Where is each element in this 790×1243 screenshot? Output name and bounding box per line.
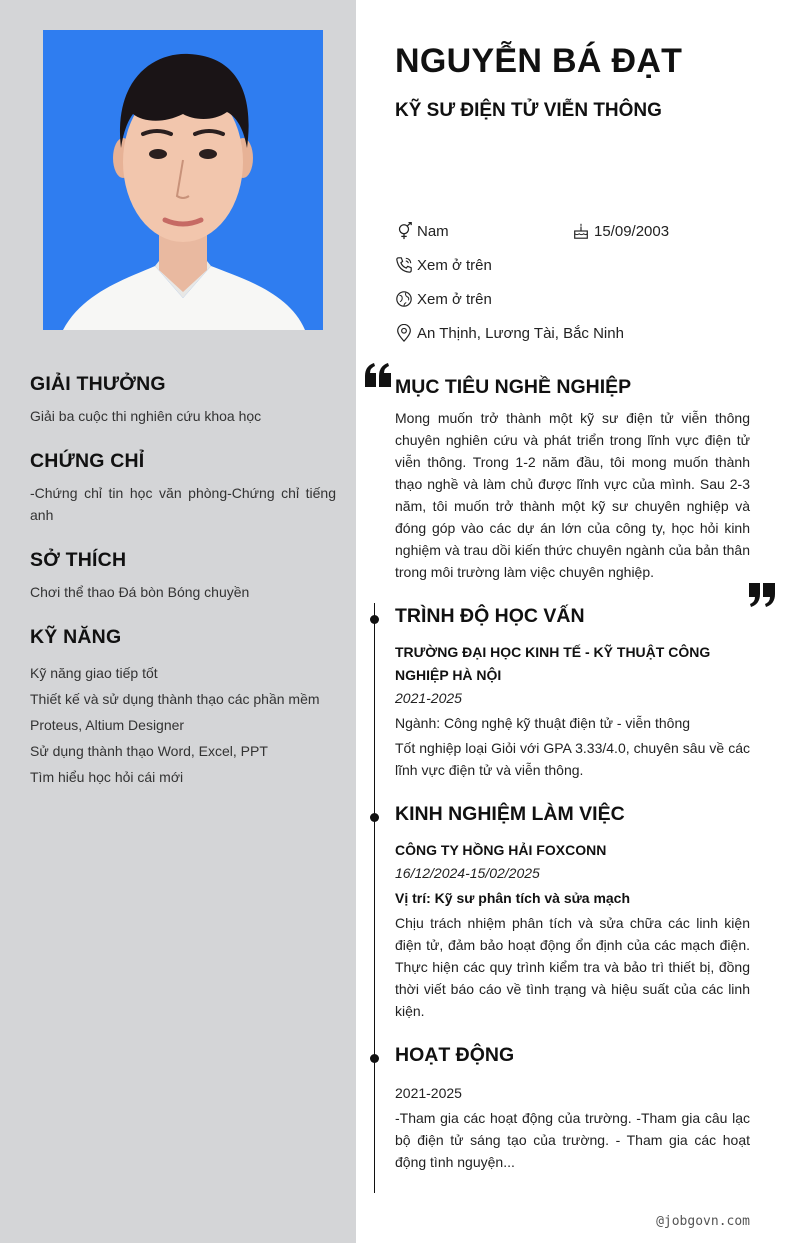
timeline-dot [370, 615, 379, 624]
skill-item: Kỹ năng giao tiếp tốt [30, 665, 158, 681]
job-title: KỸ SƯ ĐIỆN TỬ VIỄN THÔNG [395, 100, 662, 121]
education-heading: TRÌNH ĐỘ HỌC VẤN [395, 605, 585, 627]
education-school: TRƯỜNG ĐẠI HỌC KINH TẾ - KỸ THUẬT CÔNG NGHIỆP HÀ NỘI [395, 644, 711, 683]
skill-item: Tìm hiểu học hỏi cái mới [30, 769, 184, 785]
awards-heading: GIẢI THƯỞNG [30, 373, 166, 395]
objective-text: Mong muốn trở thành một kỹ sư điện tử viễn thông chuyên nghiên cứu và phát triển trong lĩnh vực điện tử viễn thông. Trong 1-2 năm đầu, tôi mong muốn thành thạo nghề và làm chủ được lĩnh vực của mình. Sau 2-3 năm, tôi muốn trở thành một kỹ sư chuyên nghiệp và đóng góp vào các dự án lớn của công ty, học hỏi kinh nghiệm và trau dồi kiến thức chuyên ngành của bản thân trong môi trường làm việc chuyên nghiệp. [395, 410, 750, 580]
watermark: @jobgovn.com [656, 1214, 750, 1229]
sidebar [0, 0, 356, 1243]
hobbies-text: Chơi thể thao Đá bòn Bóng chuyền [30, 584, 250, 600]
activities-detail: -Tham gia các hoạt động của trường. -Tham gia câu lạc bộ điện tử sáng tạo của trường. - Tham gia các hoạt động tình nguyện... [395, 1110, 750, 1170]
skills-list [30, 660, 336, 790]
quote-open-icon [364, 362, 392, 388]
phone-info [395, 256, 492, 274]
experience-role: Vị trí: Kỹ sư phân tích và sửa mạch [395, 890, 631, 906]
gender-icon [395, 222, 413, 240]
timeline-dot [370, 1054, 379, 1063]
skills-heading: KỸ NĂNG [30, 626, 122, 648]
profile-photo [43, 30, 323, 330]
activities-heading: HOẠT ĐỘNG [395, 1044, 515, 1066]
education-period: 2021-2025 [395, 690, 462, 706]
gender-value: Nam [417, 222, 449, 240]
certificates-section [30, 450, 336, 526]
objective-heading: MỤC TIÊU NGHỀ NGHIỆP [395, 376, 632, 398]
skills-section [30, 626, 336, 790]
timeline-dot [370, 813, 379, 822]
quote-close-icon [748, 582, 776, 608]
portrait-illustration [43, 30, 323, 330]
experience-heading: KINH NGHIỆM LÀM VIỆC [395, 803, 625, 825]
hobbies-heading: SỞ THÍCH [30, 549, 127, 571]
phone-value: Xem ở trên [417, 256, 492, 274]
certificates-text: -Chứng chỉ tin học văn phòng-Chứng chỉ tiếng anh [30, 485, 336, 523]
address-value: An Thịnh, Lương Tài, Bắc Ninh [417, 324, 624, 342]
experience-period: 16/12/2024-15/02/2025 [395, 865, 540, 881]
phone-icon [395, 256, 413, 274]
experience-company: CÔNG TY HỒNG HẢI FOXCONN [395, 842, 607, 858]
education-major: Ngành: Công nghệ kỹ thuật điện tử - viễn thông [395, 715, 691, 731]
awards-text: Giải ba cuộc thi nghiên cứu khoa học [30, 408, 262, 424]
education-detail: Tốt nghiệp loại Giỏi với GPA 3.33/4.0, chuyên sâu về các lĩnh vực điện tử và viễn thông. [395, 740, 750, 778]
candidate-name: NGUYỄN BÁ ĐẠT [395, 42, 683, 80]
birthdate-value: 15/09/2003 [594, 222, 670, 240]
cake-icon [572, 222, 590, 240]
certificates-heading: CHỨNG CHỈ [30, 450, 145, 472]
activities-period: 2021-2025 [395, 1085, 462, 1101]
skill-item: Thiết kế và sử dụng thành thạo các phần mềm [30, 691, 320, 707]
main-column [356, 0, 790, 1243]
globe-icon [395, 290, 413, 308]
skill-item: Sử dụng thành thạo Word, Excel, PPT [30, 743, 268, 759]
hobbies-section [30, 549, 336, 603]
skill-item: Proteus, Altium Designer [30, 717, 185, 733]
awards-section [30, 373, 336, 427]
experience-detail: Chịu trách nhiệm phân tích và sửa chữa các linh kiện điện tử, đảm bảo hoạt động ổn định của các mạch điện. Thực hiện các quy trình kiểm tra và bảo trì thiết bị, đồng thời viết báo cáo về tình trạng và hiệu suất của các linh kiện. [395, 915, 750, 1019]
gender-info [395, 222, 449, 240]
website-value: Xem ở trên [417, 290, 492, 308]
birthdate-info [572, 222, 669, 240]
timeline-line [374, 603, 375, 1193]
address-info [395, 324, 624, 342]
location-pin-icon [395, 324, 413, 342]
website-info [395, 290, 492, 308]
